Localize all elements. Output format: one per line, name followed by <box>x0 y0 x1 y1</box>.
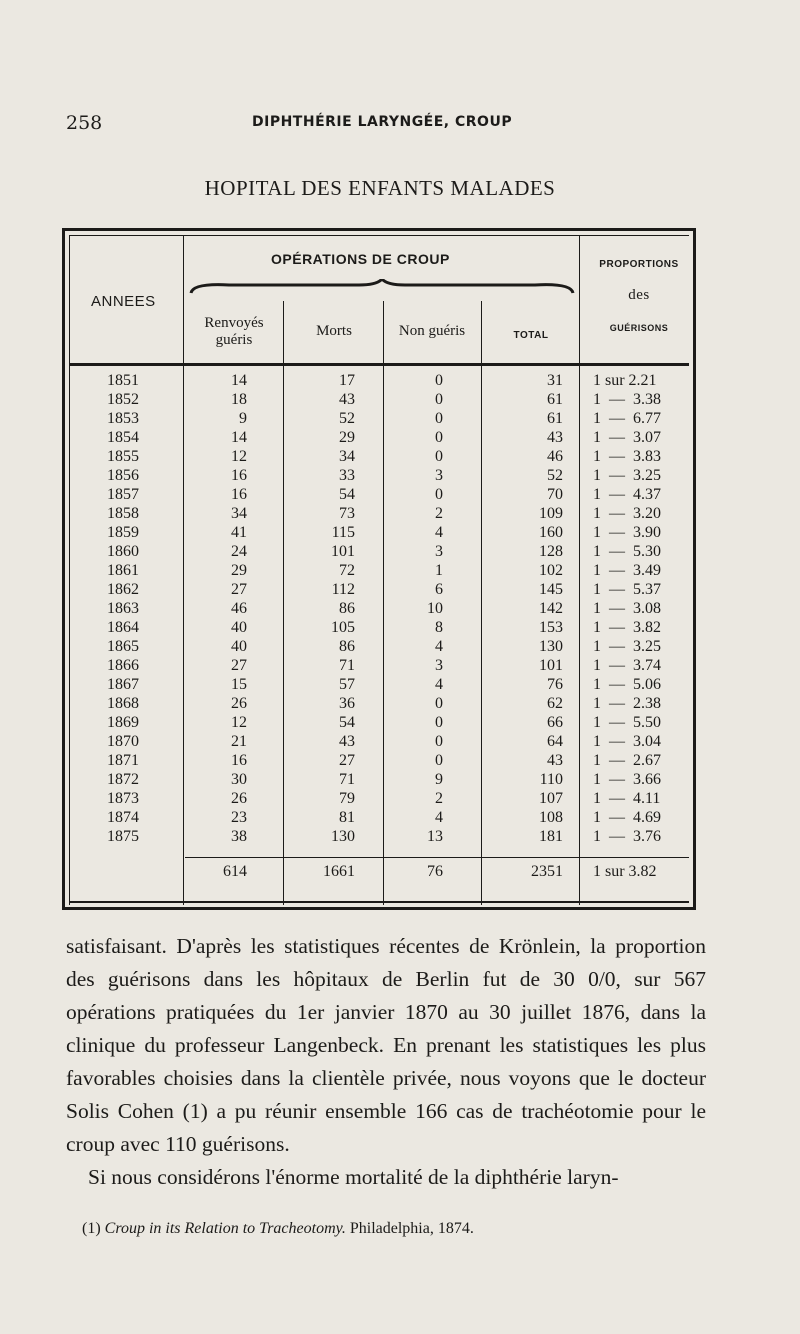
total-renvoyes: 614 <box>223 863 247 880</box>
cell-proportion: 1 — 6.77 <box>593 410 661 427</box>
cell-renvoyes: 24 <box>231 543 247 560</box>
cell-renvoyes: 21 <box>231 733 247 750</box>
header-bottom-rule <box>69 363 689 366</box>
cell-renvoyes: 16 <box>231 486 247 503</box>
cell-morts: 86 <box>339 600 355 617</box>
cell-renvoyes: 41 <box>231 524 247 541</box>
table-inner-border-bottom <box>69 901 689 903</box>
footnote-title: Croup in its Relation to Tracheotomy. <box>104 1220 346 1237</box>
cell-morts: 105 <box>331 619 355 636</box>
cell-total: 130 <box>539 638 563 655</box>
cell-year: 1853 <box>107 410 139 427</box>
cell-non-gueris: 0 <box>435 714 443 731</box>
cell-renvoyes: 27 <box>231 657 247 674</box>
cell-non-gueris: 4 <box>435 809 443 826</box>
cell-non-gueris: 10 <box>427 600 443 617</box>
footnote-marker: (1) <box>82 1220 101 1237</box>
cell-morts: 43 <box>339 391 355 408</box>
cell-non-gueris: 1 <box>435 562 443 579</box>
cell-year: 1873 <box>107 790 139 807</box>
cell-morts: 33 <box>339 467 355 484</box>
cell-non-gueris: 2 <box>435 505 443 522</box>
cell-year: 1872 <box>107 771 139 788</box>
total-morts: 1661 <box>323 863 355 880</box>
cell-renvoyes: 12 <box>231 448 247 465</box>
cell-renvoyes: 14 <box>231 429 247 446</box>
cell-year: 1869 <box>107 714 139 731</box>
statistics-table <box>62 228 696 910</box>
cell-year: 1852 <box>107 391 139 408</box>
cell-renvoyes: 23 <box>231 809 247 826</box>
cell-renvoyes: 34 <box>231 505 247 522</box>
cell-total: 52 <box>547 467 563 484</box>
cell-year: 1857 <box>107 486 139 503</box>
cell-proportion: 1 — 4.69 <box>593 809 661 826</box>
cell-renvoyes: 30 <box>231 771 247 788</box>
cell-morts: 72 <box>339 562 355 579</box>
cell-non-gueris: 0 <box>435 752 443 769</box>
header-renvoyes <box>185 315 283 349</box>
cell-morts: 36 <box>339 695 355 712</box>
cell-proportion: 1 — 4.11 <box>593 790 661 807</box>
cell-non-gueris: 0 <box>435 391 443 408</box>
table-row <box>65 732 693 751</box>
table-row <box>65 466 693 485</box>
cell-total: 66 <box>547 714 563 731</box>
cell-total: 107 <box>539 790 563 807</box>
cell-proportion: 1 — 4.37 <box>593 486 661 503</box>
cell-non-gueris: 4 <box>435 524 443 541</box>
cell-non-gueris: 0 <box>435 410 443 427</box>
cell-renvoyes: 16 <box>231 467 247 484</box>
cell-proportion: 1 — 3.38 <box>593 391 661 408</box>
cell-total: 153 <box>539 619 563 636</box>
cell-morts: 54 <box>339 486 355 503</box>
table-row <box>65 390 693 409</box>
total-non-gueris: 76 <box>427 863 443 880</box>
table-row <box>65 827 693 846</box>
paragraph-2: Si nous considérons l'énorme mortalité de la diphthérie laryn- <box>88 1165 619 1189</box>
cell-total: 142 <box>539 600 563 617</box>
cell-morts: 43 <box>339 733 355 750</box>
table-row <box>65 808 693 827</box>
table-row <box>65 637 693 656</box>
cell-non-gueris: 3 <box>435 467 443 484</box>
cell-total: 61 <box>547 391 563 408</box>
cell-year: 1860 <box>107 543 139 560</box>
cell-year: 1875 <box>107 828 139 845</box>
table-row <box>65 580 693 599</box>
cell-morts: 52 <box>339 410 355 427</box>
cell-total: 64 <box>547 733 563 750</box>
cell-non-gueris: 3 <box>435 543 443 560</box>
cell-renvoyes: 16 <box>231 752 247 769</box>
header-years: ANNEES <box>91 293 156 310</box>
cell-proportion: 1 — 3.08 <box>593 600 661 617</box>
cell-total: 108 <box>539 809 563 826</box>
cell-renvoyes: 40 <box>231 638 247 655</box>
cell-year: 1868 <box>107 695 139 712</box>
cell-renvoyes: 26 <box>231 695 247 712</box>
cell-total: 43 <box>547 752 563 769</box>
cell-proportion: 1 — 3.66 <box>593 771 661 788</box>
cell-renvoyes: 29 <box>231 562 247 579</box>
table-row <box>65 447 693 466</box>
body-text <box>66 930 706 1194</box>
cell-proportion: 1 — 3.49 <box>593 562 661 579</box>
cell-total: 61 <box>547 410 563 427</box>
cell-year: 1859 <box>107 524 139 541</box>
header-non-gueris: Non guéris <box>398 323 466 339</box>
table-row <box>65 561 693 580</box>
table-row <box>65 675 693 694</box>
header-renvoyes-line2: guéris <box>215 332 253 348</box>
table-row <box>65 504 693 523</box>
cell-renvoyes: 9 <box>239 410 247 427</box>
cell-total: 31 <box>547 372 563 389</box>
cell-total: 160 <box>539 524 563 541</box>
header-proportions: PROPORTIONS <box>599 259 679 270</box>
cell-total: 181 <box>539 828 563 845</box>
cell-morts: 73 <box>339 505 355 522</box>
cell-total: 128 <box>539 543 563 560</box>
cell-total: 102 <box>539 562 563 579</box>
cell-proportion: 1 — 3.20 <box>593 505 661 522</box>
cell-morts: 79 <box>339 790 355 807</box>
table-row <box>65 542 693 561</box>
cell-year: 1864 <box>107 619 139 636</box>
header-morts: Morts <box>316 323 352 339</box>
cell-non-gueris: 9 <box>435 771 443 788</box>
table-row <box>65 770 693 789</box>
header-guerisons: GUÉRISONS <box>609 323 669 333</box>
cell-non-gueris: 0 <box>435 486 443 503</box>
page-number: 258 <box>66 112 103 134</box>
cell-renvoyes: 18 <box>231 391 247 408</box>
cell-renvoyes: 40 <box>231 619 247 636</box>
cell-proportion: 1 — 5.50 <box>593 714 661 731</box>
header-renvoyes-line1: Renvoyés <box>204 315 264 331</box>
cell-proportion: 1 — 3.25 <box>593 638 661 655</box>
cell-proportion: 1 — 5.06 <box>593 676 661 693</box>
cell-year: 1866 <box>107 657 139 674</box>
totals-row <box>65 862 693 881</box>
cell-non-gueris: 4 <box>435 676 443 693</box>
cell-non-gueris: 0 <box>435 695 443 712</box>
cell-proportion: 1 — 3.07 <box>593 429 661 446</box>
cell-renvoyes: 26 <box>231 790 247 807</box>
cell-total: 62 <box>547 695 563 712</box>
cell-morts: 71 <box>339 771 355 788</box>
cell-morts: 54 <box>339 714 355 731</box>
cell-year: 1856 <box>107 467 139 484</box>
table-row <box>65 751 693 770</box>
cell-renvoyes: 12 <box>231 714 247 731</box>
cell-renvoyes: 38 <box>231 828 247 845</box>
total-proportion: 1 sur 3.82 <box>593 863 657 880</box>
cell-morts: 71 <box>339 657 355 674</box>
cell-non-gueris: 3 <box>435 657 443 674</box>
cell-total: 46 <box>547 448 563 465</box>
brace-icon <box>189 279 575 297</box>
cell-year: 1855 <box>107 448 139 465</box>
cell-proportion: 1 — 5.37 <box>593 581 661 598</box>
cell-morts: 34 <box>339 448 355 465</box>
table-row <box>65 523 693 542</box>
cell-renvoyes: 15 <box>231 676 247 693</box>
table-row <box>65 371 693 390</box>
cell-year: 1871 <box>107 752 139 769</box>
cell-non-gueris: 4 <box>435 638 443 655</box>
cell-non-gueris: 0 <box>435 448 443 465</box>
footnote <box>82 1220 722 1238</box>
cell-year: 1861 <box>107 562 139 579</box>
cell-non-gueris: 0 <box>435 429 443 446</box>
cell-proportion: 1 sur 2.21 <box>593 372 657 389</box>
cell-year: 1854 <box>107 429 139 446</box>
cell-proportion: 1 — 3.82 <box>593 619 661 636</box>
table-row <box>65 409 693 428</box>
table-row <box>65 789 693 808</box>
cell-year: 1851 <box>107 372 139 389</box>
cell-proportion: 1 — 5.30 <box>593 543 661 560</box>
cell-proportion: 1 — 2.38 <box>593 695 661 712</box>
cell-proportion: 1 — 3.83 <box>593 448 661 465</box>
cell-total: 145 <box>539 581 563 598</box>
cell-morts: 115 <box>331 524 355 541</box>
cell-non-gueris: 0 <box>435 372 443 389</box>
cell-non-gueris: 0 <box>435 733 443 750</box>
table-row <box>65 428 693 447</box>
cell-proportion: 1 — 2.67 <box>593 752 661 769</box>
paragraph-1: satisfaisant. D'après les statistiques récentes de Krönlein, la proportion des guérisons dans les hôpitaux de Berlin fut de 30 0/0, sur 567 opérations pratiquées du 1er janvier 1870 au 30 juillet 1876, dans la clinique du professeur Langenbeck. En prenant les statistiques les plus favorables choisies dans la clientèle privée, nous voyons que le docteur Solis Cohen (1) a pu réunir ensemble 166 cas de trachéotomie pour le croup avec 110 guérisons. <box>66 934 706 1156</box>
cell-total: 101 <box>539 657 563 674</box>
cell-year: 1862 <box>107 581 139 598</box>
table-row <box>65 694 693 713</box>
cell-non-gueris: 8 <box>435 619 443 636</box>
cell-total: 110 <box>539 771 563 788</box>
cell-morts: 130 <box>331 828 355 845</box>
cell-total: 109 <box>539 505 563 522</box>
cell-proportion: 1 — 3.74 <box>593 657 661 674</box>
cell-morts: 112 <box>331 581 355 598</box>
table-row <box>65 618 693 637</box>
table-inner-border-top <box>69 235 689 236</box>
cell-year: 1858 <box>107 505 139 522</box>
cell-non-gueris: 2 <box>435 790 443 807</box>
cell-proportion: 1 — 3.90 <box>593 524 661 541</box>
running-title: DIPHTHÉRIE LARYNGÉE, CROUP <box>252 114 513 130</box>
table-row <box>65 713 693 732</box>
cell-morts: 29 <box>339 429 355 446</box>
cell-proportion: 1 — 3.76 <box>593 828 661 845</box>
cell-total: 70 <box>547 486 563 503</box>
cell-renvoyes: 46 <box>231 600 247 617</box>
cell-renvoyes: 14 <box>231 372 247 389</box>
cell-year: 1874 <box>107 809 139 826</box>
table-title: HOPITAL DES ENFANTS MALADES <box>204 176 556 200</box>
cell-year: 1870 <box>107 733 139 750</box>
header-operations: OPÉRATIONS DE CROUP <box>271 251 450 267</box>
cell-total: 76 <box>547 676 563 693</box>
cell-non-gueris: 13 <box>427 828 443 845</box>
cell-proportion: 1 — 3.04 <box>593 733 661 750</box>
cell-year: 1865 <box>107 638 139 655</box>
running-header <box>66 112 726 140</box>
table-row <box>65 599 693 618</box>
table-row <box>65 485 693 504</box>
cell-morts: 27 <box>339 752 355 769</box>
cell-year: 1867 <box>107 676 139 693</box>
header-proportions-des: des <box>628 287 650 303</box>
cell-year: 1863 <box>107 600 139 617</box>
cell-renvoyes: 27 <box>231 581 247 598</box>
cell-morts: 17 <box>339 372 355 389</box>
cell-non-gueris: 6 <box>435 581 443 598</box>
cell-morts: 57 <box>339 676 355 693</box>
totals-rule <box>185 857 689 858</box>
cell-total: 43 <box>547 429 563 446</box>
cell-proportion: 1 — 3.25 <box>593 467 661 484</box>
header-total: TOTAL <box>513 330 549 341</box>
table-row <box>65 656 693 675</box>
cell-morts: 86 <box>339 638 355 655</box>
cell-morts: 101 <box>331 543 355 560</box>
total-total: 2351 <box>531 863 563 880</box>
footnote-rest: Philadelphia, 1874. <box>349 1220 474 1237</box>
cell-morts: 81 <box>339 809 355 826</box>
